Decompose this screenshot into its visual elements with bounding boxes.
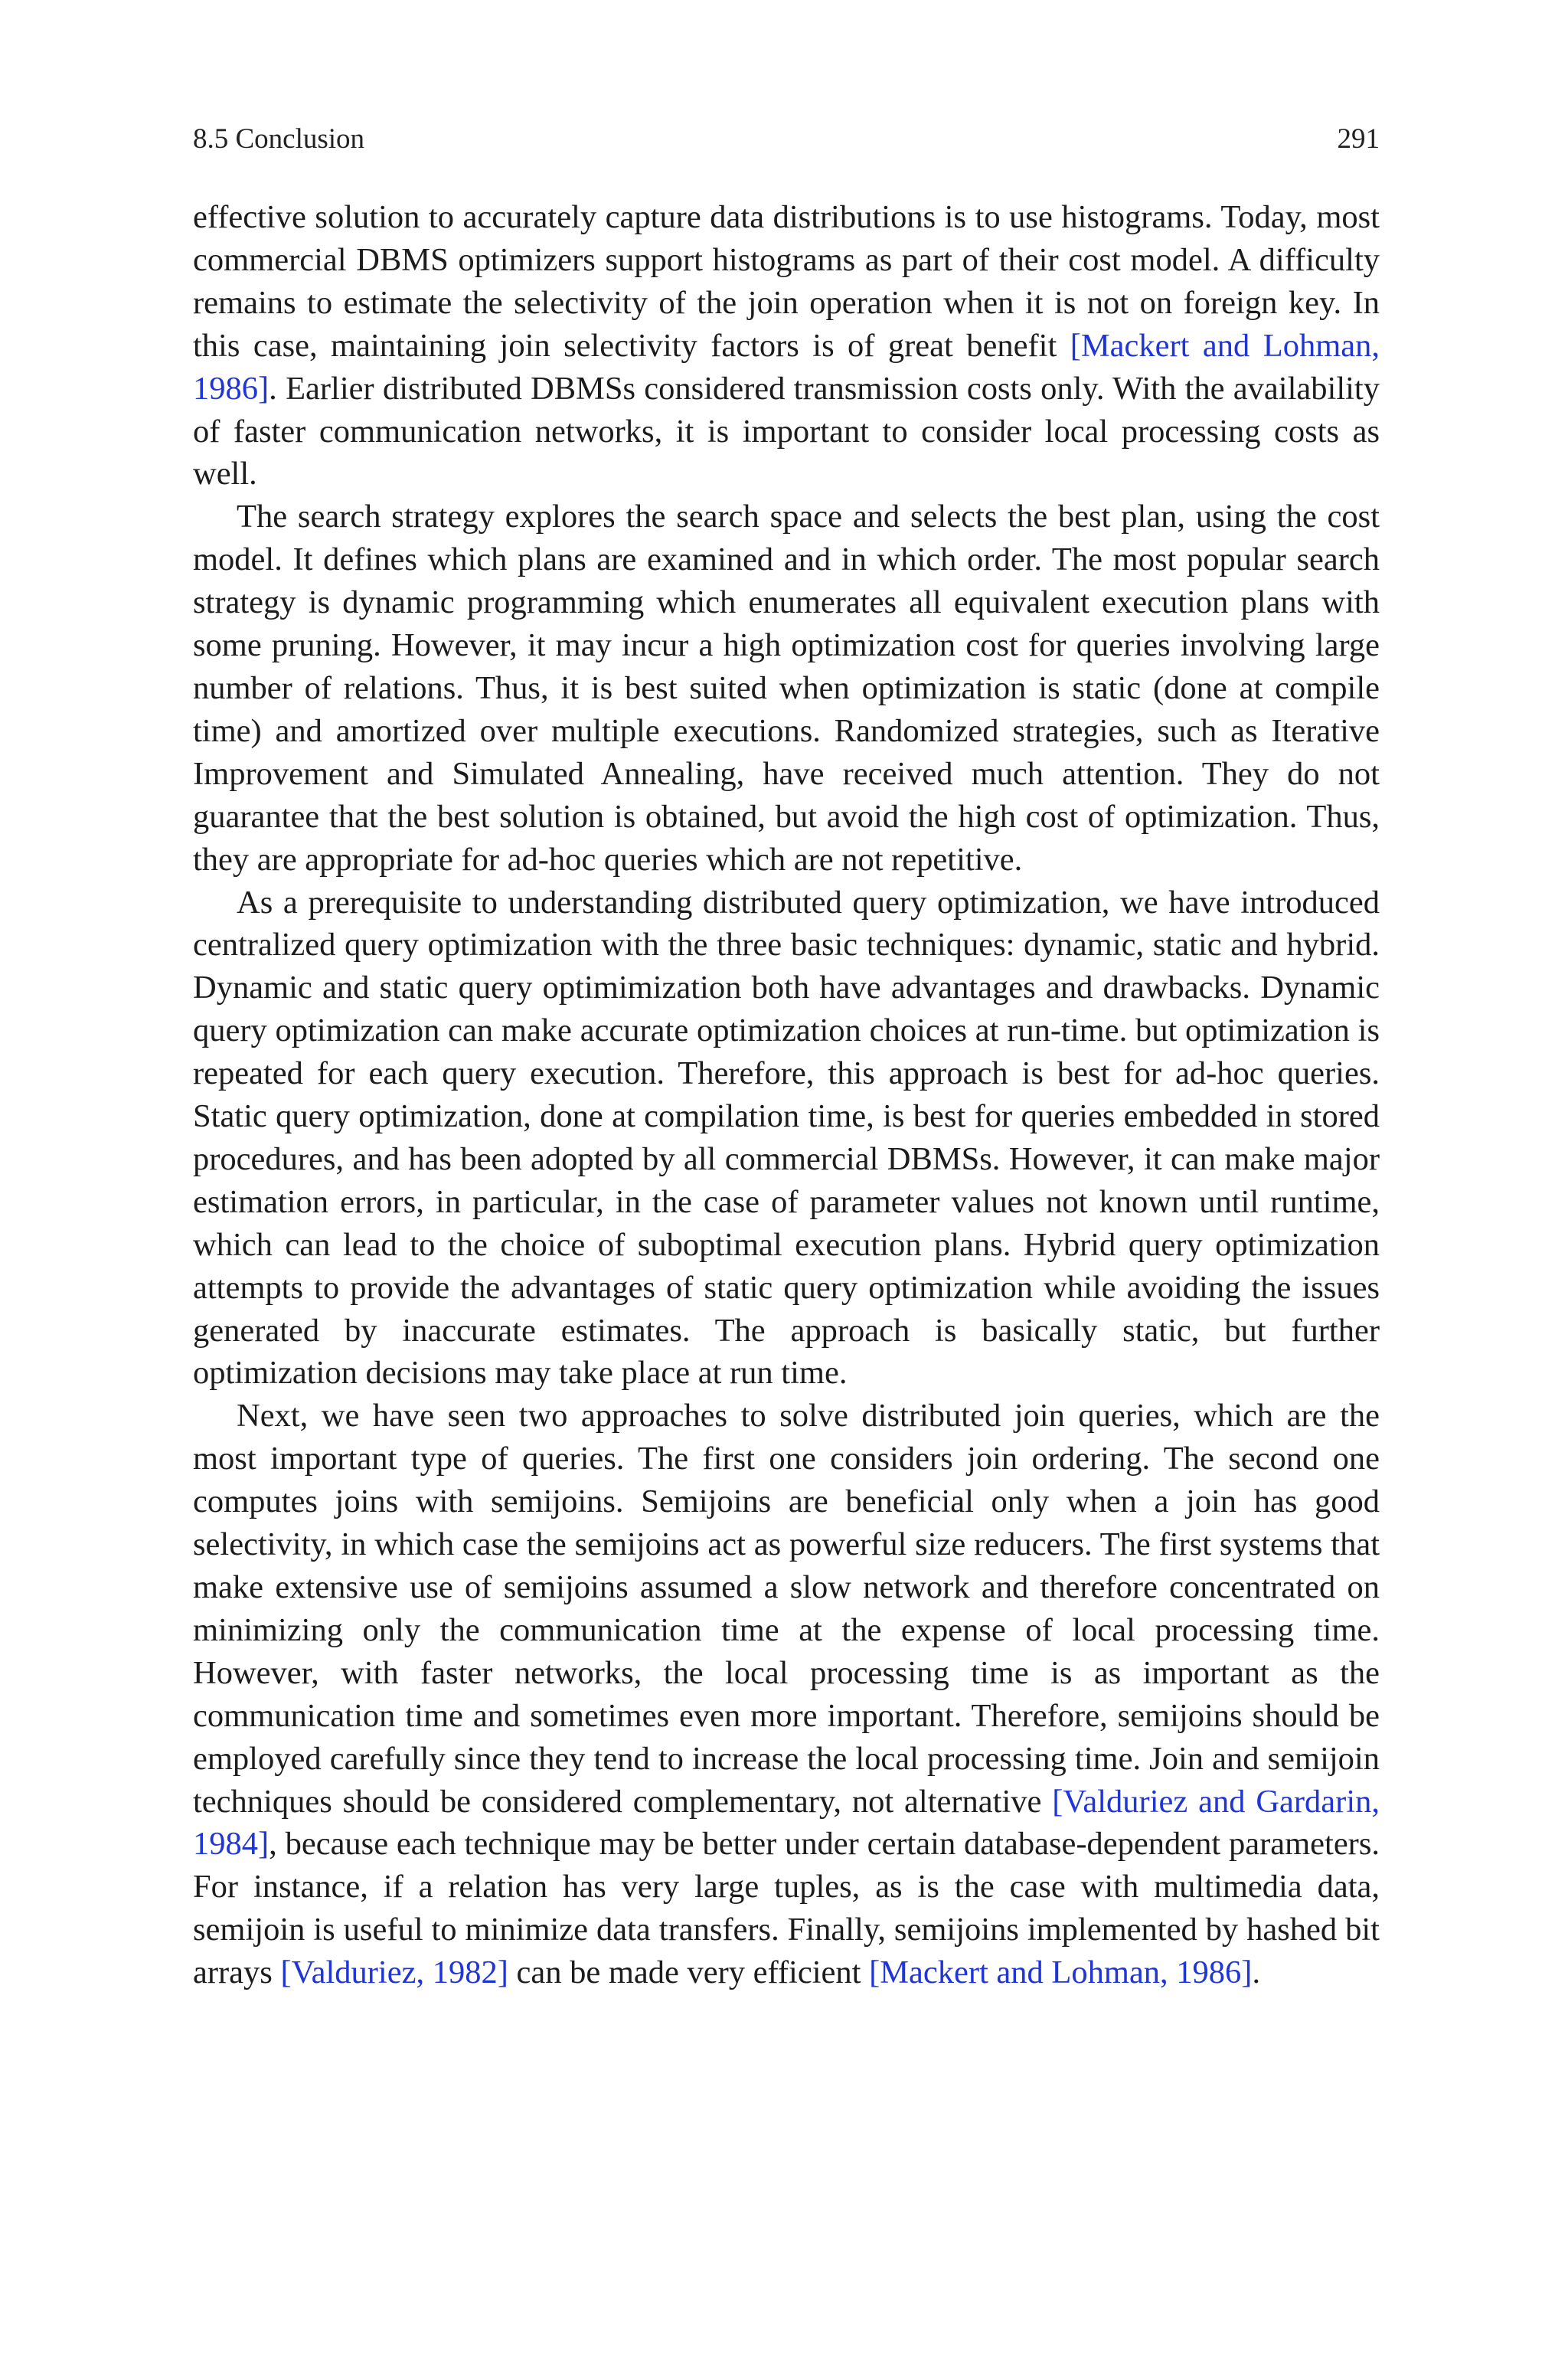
section-title: 8.5 Conclusion xyxy=(193,123,365,155)
page-number: 291 xyxy=(1337,123,1380,155)
body-text xyxy=(193,196,1380,1994)
citation-mackert-lohman-1986[interactable]: [Mackert and Lohman, 1986] xyxy=(193,327,1380,407)
citation-mackert-lohman-1986[interactable]: [Mackert and Lohman, 1986] xyxy=(869,1954,1253,1991)
paragraph-1 xyxy=(193,196,1380,496)
text-run: , because each technique may be better under certain database-dependent parameters. For instance, if a relation has very large tuples, as is the case with multimedia data, semijoin is useful to minimize data transfers. Finally, semijoins implemented by hashed bit arrays xyxy=(193,1826,1380,1991)
text-run: The search strategy explores the search space and selects the best plan, using the cost model. It defines which plans are examined and in which order. The most popular search strategy is dynamic programming which enumerates all equivalent execution plans with some pruning. However, it may incur a high optimization cost for queries involving large number of relations. Thus, it is best suited when optimization is static (done at compile time) and amortized over multiple executions. Randomized strategies, such as Iterative Improvement and Simulated Annealing, have received much attention. They do not guarantee that the best solution is obtained, but avoid the high cost of optimization. Thus, they are appropriate for ad-hoc queries which are not repetitive. xyxy=(193,499,1380,878)
text-run: . xyxy=(1252,1954,1261,1991)
text-run: As a prerequisite to understanding distributed query optimization, we have introduced centralized query optimization with the three basic techniques: dynamic, static and hybrid. Dynamic and static query optimimization both have advantages and drawbacks. Dynamic query optimization can make accurate optimization choices at run-time. but optimization is repeated for each query execution. Therefore, this approach is best for ad-hoc queries. Static query optimization, done at compilation time, is best for queries embedded in stored procedures, and has been adopted by all commercial DBMSs. However, it can make major estimation errors, in particular, in the case of parameter values not known until runtime, which can lead to the choice of suboptimal execution plans. Hybrid query optimization attempts to provide the advantages of static query optimization while avoiding the issues generated by inaccurate estimates. The approach is basically static, but further optimization decisions may take place at run time. xyxy=(193,884,1380,1392)
text-run: . Earlier distributed DBMSs considered transmission costs only. With the availability of faster communication networks, it is important to consider local processing costs as well. xyxy=(193,370,1380,492)
paragraph-4 xyxy=(193,1395,1380,1994)
text-run: can be made very efficient xyxy=(508,1954,870,1991)
paragraph-2 xyxy=(193,496,1380,881)
text-run: effective solution to accurately capture data distributions is to use histograms. Today, most commercial DBMS optimizers support histograms as part of their cost model. A difficulty remains to estimate the selectivity of the join operation when it is not on foreign key. In this case, maintaining join selectivity factors is of great benefit xyxy=(193,199,1380,364)
running-head xyxy=(193,123,1380,156)
text-run: Next, we have seen two approaches to solve distributed join queries, which are the most important type of queries. The first one considers join ordering. The second one computes joins with semijoins. Semijoins are beneficial only when a join has good selectivity, in which case the semijoins act as powerful size reducers. The first systems that make extensive use of semijoins assumed a slow network and therefore concentrated on minimizing only the communication time at the expense of local processing time. However, with faster networks, the local processing time is as important as the communication time and sometimes even more important. Therefore, semijoins should be employed carefully since they tend to increase the local processing time. Join and semijoin techniques should be considered complementary, not alternative xyxy=(193,1398,1380,1820)
paragraph-3 xyxy=(193,882,1380,1395)
citation-valduriez-gardarin-1984[interactable]: [Valduriez and Gardarin, 1984] xyxy=(193,1783,1380,1863)
citation-valduriez-1982[interactable]: [Valduriez, 1982] xyxy=(280,1954,508,1991)
